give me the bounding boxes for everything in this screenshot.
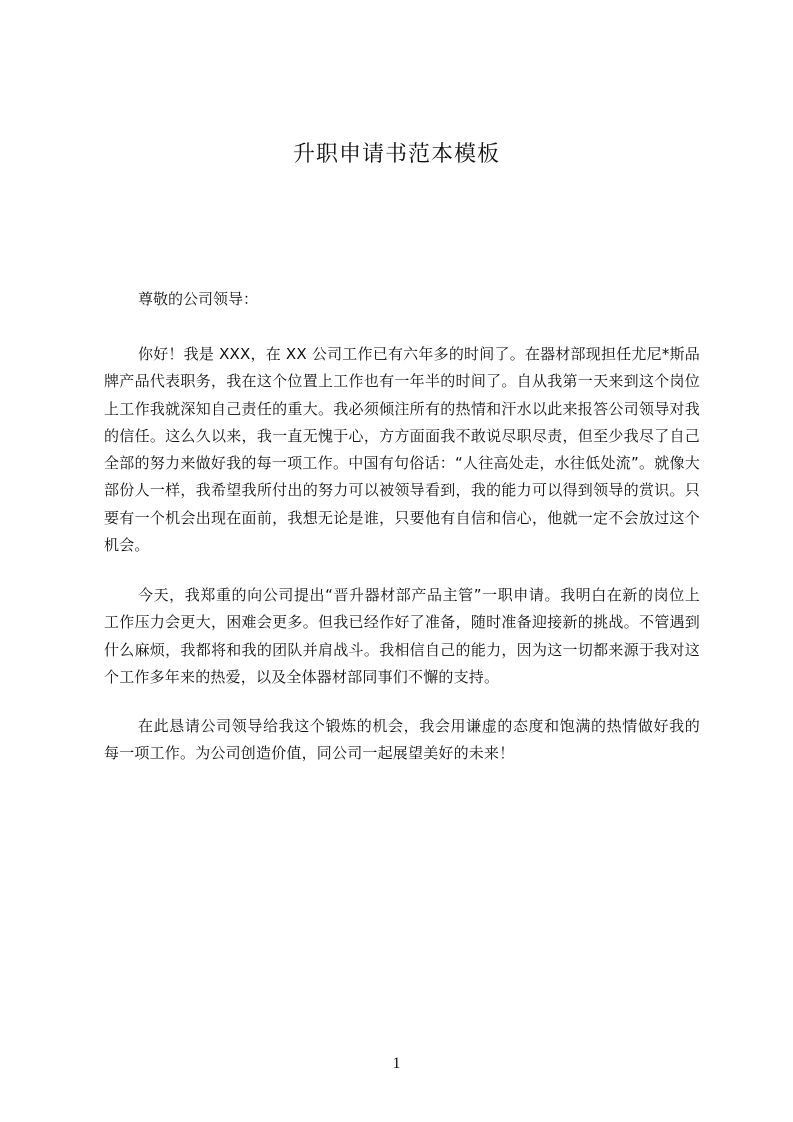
paragraph-3: 在此恳请公司领导给我这个锻炼的机会，我会用谦虚的态度和饱满的热情做好我的每一项工作。为公司创造价值，同公司一起展望美好的未来！ bbox=[104, 717, 700, 763]
salutation: 尊敬的公司领导： bbox=[138, 290, 259, 308]
paragraph-1: 你好！我是 XXX，在 XX 公司工作已有六年多的时间了。在器材部现担任尤尼*斯品牌产品代表职务，我在这个位置上工作也有一年半的时间了。自从我第一天来到这个岗位上工作我就深知自己责任的重大。我必须倾注所有的热情和汗水以此来报答公司领导对我的信任。这么久以来，我一直无愧于心，方方面面我不敢说尽职尽责，但至少我尽了自己全部的努力来做好我的每一项工作。中国有句俗话：“人往高处走，水往低处流”。就像大部份人一样，我希望我所付出的努力可以被领导看到，我的能力可以得到领导的赏识。只要有一个机会出现在面前，我想无论是谁，只要他有自信和信心，他就一定不会放过这个机会。 bbox=[104, 345, 700, 555]
paragraph-2: 今天，我郑重的向公司提出“晋升器材部产品主管”一职申请。我明白在新的岗位上工作压力会更大，困难会更多。但我已经作好了准备，随时准备迎接新的挑战。不管遇到什么麻烦，我都将和我的团队并肩战斗。我相信自己的能力，因为这一切都来源于我对这个工作多年来的热爱，以及全体器材部同事们不懈的支持。 bbox=[104, 586, 700, 686]
page-number: 1 bbox=[392, 1055, 401, 1072]
document-title: 升职申请书范本模板 bbox=[292, 142, 500, 167]
